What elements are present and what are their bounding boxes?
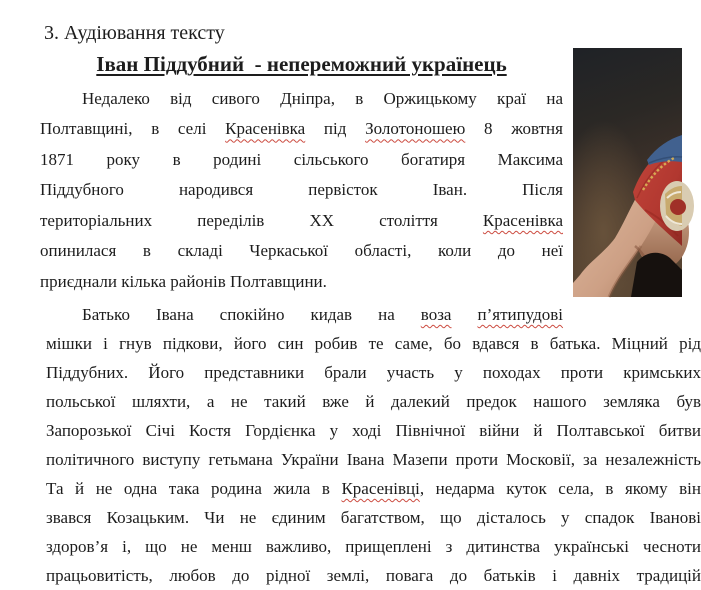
misspelled-word: Красенівці <box>341 479 420 498</box>
misspelled-word: воза <box>420 305 452 324</box>
text-line: Запорозької Січі Костя Гордієнка у ході Північної війни й Полтавської битви <box>46 421 701 440</box>
text-line: Батько Івана спокійно кидав на воза п’ятипудові <box>82 305 564 324</box>
text-line: опинилася в складі Черкаської області, коли до неї <box>40 241 563 261</box>
text-line: 1871 року в родині сільського богатиря Максима <box>40 149 563 169</box>
text-line: польської шляхти, а не такий вже й далекий предок нашого земляка був <box>46 392 701 411</box>
misspelled-word: Золотоношею <box>365 119 466 139</box>
text-line: мішки і гнув підкови, його син робив те саме, бо вдався в батька. Міцний рід <box>46 334 701 353</box>
text-line: працьовитість, любов до рідної землі, повага до батьків і давніх традицій <box>46 566 701 585</box>
paragraph-p2rest <box>46 329 701 561</box>
misspelled-word: п’ятипудові <box>477 305 564 324</box>
text-line: політичного виступу гетьмана України Івана Мазепи проти Московії, за незалежність <box>46 450 701 469</box>
misspelled-word: Красенівка <box>482 210 563 230</box>
text-line: звався Козацьким. Чи не єдиним багатством, що дісталось у спадок Іванові <box>46 508 701 527</box>
portrait-illustration <box>573 48 682 297</box>
text-line: здоров’я і, що не менш важливо, прищеплені з дитинства українські чесноти <box>46 537 701 556</box>
text-line: Та й не одна така родина жила в Красенівці, недарма куток села, в якому він <box>46 479 701 498</box>
section-title: 3. Аудіювання тексту <box>44 22 225 44</box>
paragraph-p1 <box>40 84 563 297</box>
paragraph-p2first <box>40 300 563 330</box>
text-line: Полтавщині, в селі Красенівка під Золотоношею 8 жовтня <box>40 119 563 139</box>
article-heading: Іван Піддубний - непереможний українець <box>96 52 507 76</box>
text-line: Піддубних. Його представники брали участь у походах проти кримських <box>46 363 701 382</box>
text-line: Піддубного народився первісток Іван. Після <box>40 180 563 200</box>
paragraph-clipped <box>46 561 701 590</box>
text-line: територіальних переділів ХХ століття Красенівка <box>40 210 563 230</box>
portrait-image <box>573 48 682 297</box>
text-line: Недалеко від сивого Дніпра, в Оржицькому краї на <box>82 89 563 108</box>
misspelled-word: Красенівка <box>225 119 306 139</box>
text-line: приєднали кілька районів Полтавщини. <box>40 271 327 291</box>
